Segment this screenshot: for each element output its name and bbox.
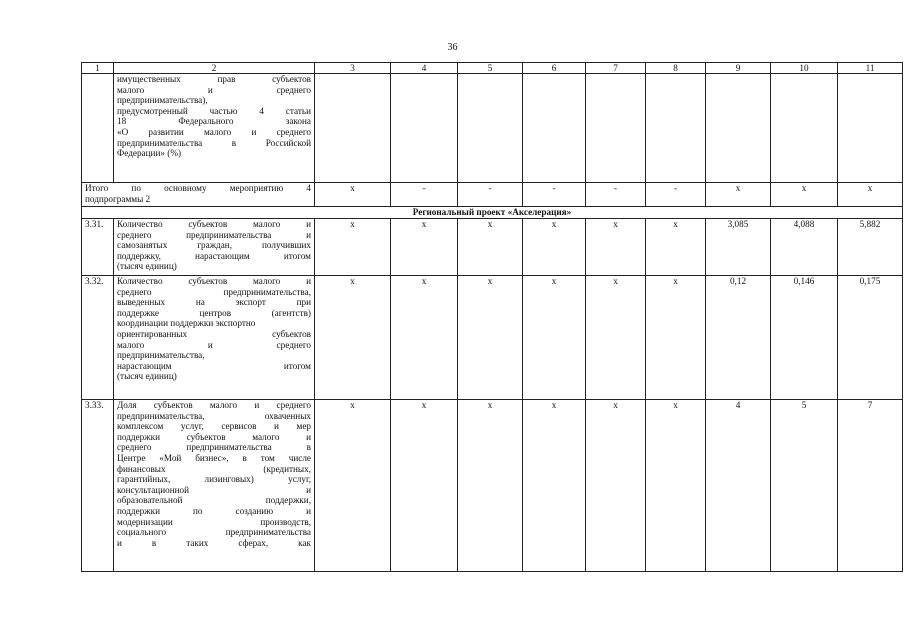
cell-value: 4,088 xyxy=(771,219,838,276)
cell-value: 5 xyxy=(771,400,838,572)
column-header: 11 xyxy=(838,63,903,74)
table-row xyxy=(82,276,903,400)
column-header: 1 xyxy=(82,63,114,74)
cell-value: 4 xyxy=(706,400,771,572)
indicator-description: имущественных прав субъектов малого и среднего предпринимательства), предусмотренный частью 4 статьи 18 Федерального закона «О развитии малого и среднего предпринимательства в Российской Федерации» (%) xyxy=(114,74,315,183)
column-header: 3 xyxy=(315,63,391,74)
section-row xyxy=(82,207,903,219)
cell-value: х xyxy=(771,183,838,207)
cell-value: х xyxy=(646,219,706,276)
cell-value: х xyxy=(391,276,458,400)
cell-value: 0,146 xyxy=(771,276,838,400)
row-number: 3.32. xyxy=(82,276,114,400)
cell-value: х xyxy=(458,219,523,276)
column-header: 10 xyxy=(771,63,838,74)
indicator-description: Количество субъектов малого и среднего предпринимательства и самозанятых граждан, получивших поддержку, нарастающим итогом (тысяч единиц) xyxy=(114,219,315,276)
cell-value: х xyxy=(838,183,903,207)
cell-value: х xyxy=(315,400,391,572)
cell-value: х xyxy=(391,219,458,276)
cell-value: х xyxy=(523,276,586,400)
total-label: Итого по основному мероприятию 4 подпрограммы 2 xyxy=(82,183,315,207)
cell-value: х xyxy=(646,400,706,572)
cell-value: х xyxy=(315,219,391,276)
cell-value: - xyxy=(458,183,523,207)
column-header: 4 xyxy=(391,63,458,74)
section-title: Региональный проект «Акселерация» xyxy=(82,207,903,219)
cell-value: х xyxy=(586,276,646,400)
cell-value: 0,12 xyxy=(706,276,771,400)
cell-value: - xyxy=(391,183,458,207)
table-row xyxy=(82,183,903,207)
table-row xyxy=(82,74,903,183)
cell-value: х xyxy=(458,400,523,572)
page-number: 36 xyxy=(447,42,458,53)
cell-value: - xyxy=(586,183,646,207)
cell-value: х xyxy=(523,400,586,572)
column-header: 5 xyxy=(458,63,523,74)
column-header: 9 xyxy=(706,63,771,74)
table-row xyxy=(82,219,903,276)
cell-value: - xyxy=(523,183,586,207)
cell-value: 7 xyxy=(838,400,903,572)
column-header: 2 xyxy=(114,63,315,74)
cell-value: х xyxy=(315,276,391,400)
indicator-description: Количество субъектов малого и среднего предпринимательства, выведенных на экспорт при поддержке центров (агентств) координации поддержки экспортно ориентированных субъектов малого и среднего предпринимательства, нарастающим итогом (тысяч единиц) xyxy=(114,276,315,400)
cell-value: 0,175 xyxy=(838,276,903,400)
cell-value: х xyxy=(706,183,771,207)
column-header: 6 xyxy=(523,63,586,74)
row-number: 3.31. xyxy=(82,219,114,276)
indicator-description: Доля субъектов малого и среднего предпринимательства, охваченных комплексом услуг, сервисов и мер поддержки субъектов малого и среднего предпринимательства в Центре «Мой бизнес», в том числе финансовых (кредитных, гарантийных, лизинговых) услуг, консультационной и образовательной поддержки, поддержки по созданию и модернизации производств, социального предпринимательства и в таких сферах, как xyxy=(114,400,315,572)
cell-value: х xyxy=(586,219,646,276)
row-number: 3.33. xyxy=(82,400,114,572)
column-header: 7 xyxy=(586,63,646,74)
cell-value: - xyxy=(646,183,706,207)
column-header: 8 xyxy=(646,63,706,74)
cell-value: х xyxy=(391,400,458,572)
row-number xyxy=(82,74,114,183)
column-number-row xyxy=(82,63,903,74)
cell-value: х xyxy=(523,219,586,276)
table-row xyxy=(82,400,903,572)
indicators-table xyxy=(81,62,903,572)
cell-value: х xyxy=(315,183,391,207)
cell-value: х xyxy=(458,276,523,400)
cell-value: х xyxy=(646,276,706,400)
cell-value: х xyxy=(586,400,646,572)
cell-value: 3,085 xyxy=(706,219,771,276)
cell-value: 5,882 xyxy=(838,219,903,276)
